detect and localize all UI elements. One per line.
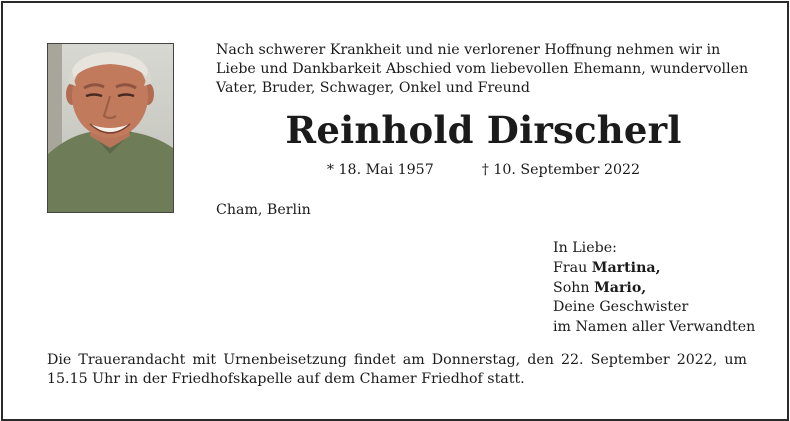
- wife-name: Martina,: [591, 259, 661, 276]
- deceased-name: Reinhold Dirscherl: [285, 108, 682, 152]
- obituary-notice: [1, 1, 789, 421]
- life-dates: [216, 161, 751, 180]
- portrait-image: [48, 44, 173, 212]
- mourners-block: [553, 239, 755, 338]
- mourner-siblings: Deine Geschwister: [553, 299, 689, 316]
- wife-prefix: Frau: [553, 259, 588, 276]
- portrait-photo: [47, 43, 174, 213]
- funeral-line-2: 15.15 Uhr in der Friedhofskapelle auf dem Chamer Friedhof statt.: [47, 371, 525, 387]
- intro-text: Nach schwerer Krankheit und nie verlorener Hoffnung nehmen wir in Liebe und Dankbarkeit Abschied vom liebevollen Ehemann, wundervollen Vater, Bruder, Schwager, Onkel und Freund: [216, 42, 749, 96]
- mourner-wife: [553, 259, 755, 279]
- death-date: † 10. September 2022: [481, 162, 641, 178]
- residence-places: Cham, Berlin: [216, 202, 311, 218]
- mourners-heading: In Liebe:: [553, 240, 617, 256]
- funeral-info: [47, 351, 747, 389]
- son-prefix: Sohn: [553, 279, 590, 296]
- mourner-relatives: im Namen aller Verwandten: [553, 319, 756, 336]
- mourner-son: [553, 279, 755, 299]
- birth-date: * 18. Mai 1957: [326, 162, 434, 178]
- son-name: Mario,: [594, 279, 647, 296]
- funeral-line-1: Die Trauerandacht mit Urnenbeisetzung findet am Donnerstag, den 22. September 2022, um: [47, 352, 747, 368]
